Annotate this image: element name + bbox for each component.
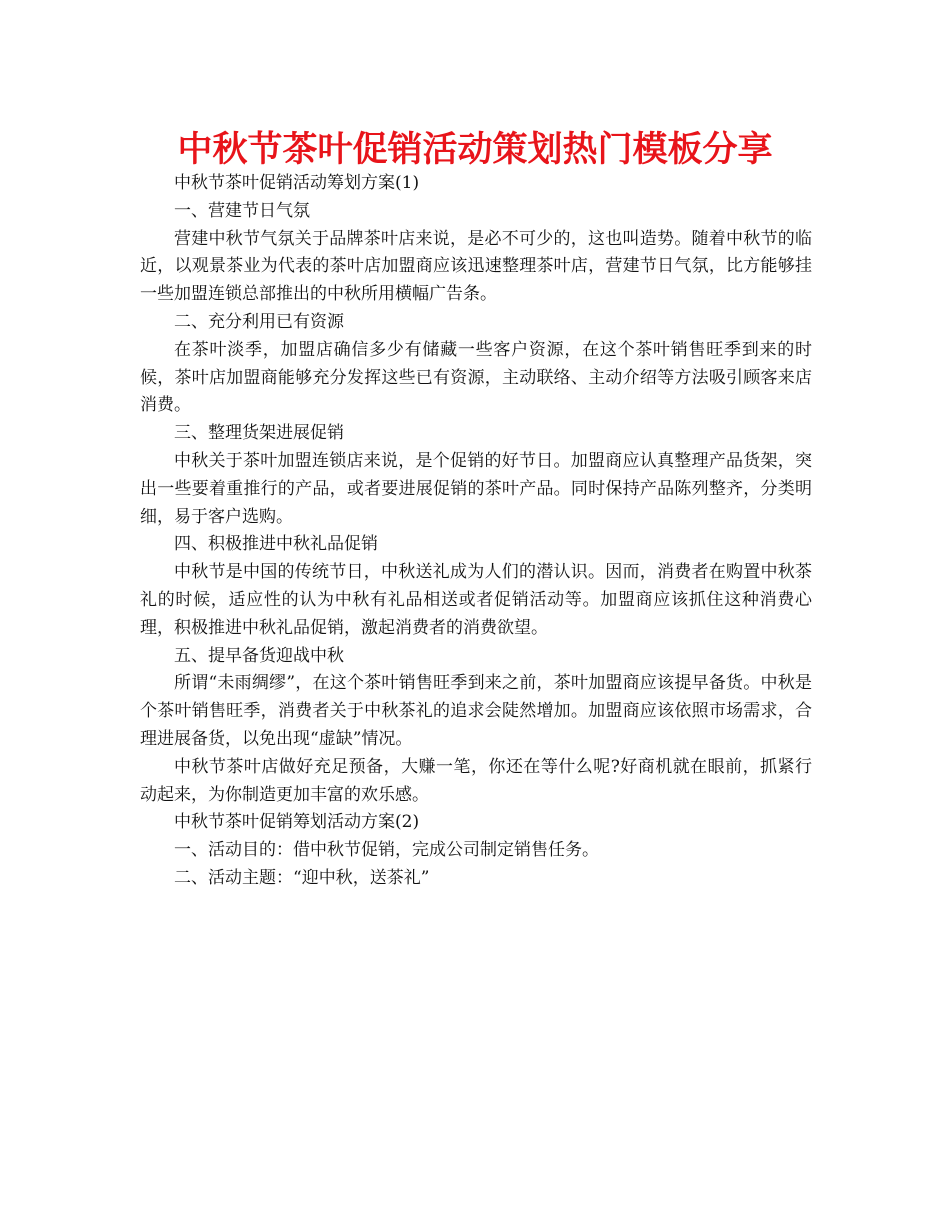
document-title: 中秋节茶叶促销活动策划热门模板分享 (177, 130, 773, 170)
paragraph: 中秋节茶叶促销筹划活动方案(2) (174, 812, 420, 833)
paragraph: 中秋节是中国的传统节日，中秋送礼成为人们的潜认识。因而，消费者在购置中秋茶礼的时候，适应性的认为中秋有礼品相送或者促销活动等。加盟商应该抓住这种消费心理，积极推进中秋礼品促销，激起消费者的消费欲望。 (140, 562, 812, 638)
paragraph: 中秋关于茶叶加盟连锁店来说，是个促销的好节日。加盟商应认真整理产品货架，突出一些要着重推行的产品，或者要进展促销的茶叶产品。同时保持产品陈列整齐，分类明细，易于客户选购。 (140, 450, 812, 527)
paragraph: 四、积极推进中秋礼品促销 (174, 534, 378, 555)
paragraph: 一、营建节日气氛 (174, 200, 310, 221)
paragraph: 一、活动目的：借中秋节促销，完成公司制定销售任务。 (174, 840, 599, 861)
paragraph: 中秋节茶叶促销活动筹划方案(1) (174, 173, 420, 193)
paragraph: 所谓“未雨绸缪”，在这个茶叶销售旺季到来之前，茶叶加盟商应该提早备货。中秋是个茶叶销售旺季，消费者关于中秋茶礼的追求会陡然增加。加盟商应该依照市场需求，合理进展备货，以免出现“虚缺”情况。 (140, 673, 812, 749)
paragraph: 二、充分利用已有资源 (174, 311, 344, 332)
paragraph: 中秋节茶叶店做好充足预备，大赚一笔，你还在等什么呢?好商机就在眼前，抓紧行动起来，为你制造更加丰富的欢乐感。 (140, 756, 812, 805)
paragraph: 三、整理货架进展促销 (174, 423, 344, 444)
paragraph: 二、活动主题：“迎中秋，送茶礼” (174, 867, 430, 888)
paragraph: 在茶叶淡季，加盟店确信多少有储藏一些客户资源，在这个茶叶销售旺季到来的时候，茶叶店加盟商能够充分发挥这些已有资源，主动联络、主动介绍等方法吸引顾客来店消费。 (140, 339, 812, 416)
document-body (140, 170, 812, 893)
paragraph: 五、提早备货迎战中秋 (174, 645, 344, 666)
paragraph: 营建中秋节气氛关于品牌茶叶店来说，是必不可少的，这也叫造势。随着中秋节的临近，以观景茶业为代表的茶叶店加盟商应该迅速整理茶叶店，营建节日气氛，比方能够挂一些加盟连锁总部推出的中秋所用横幅广告条。 (140, 228, 812, 305)
